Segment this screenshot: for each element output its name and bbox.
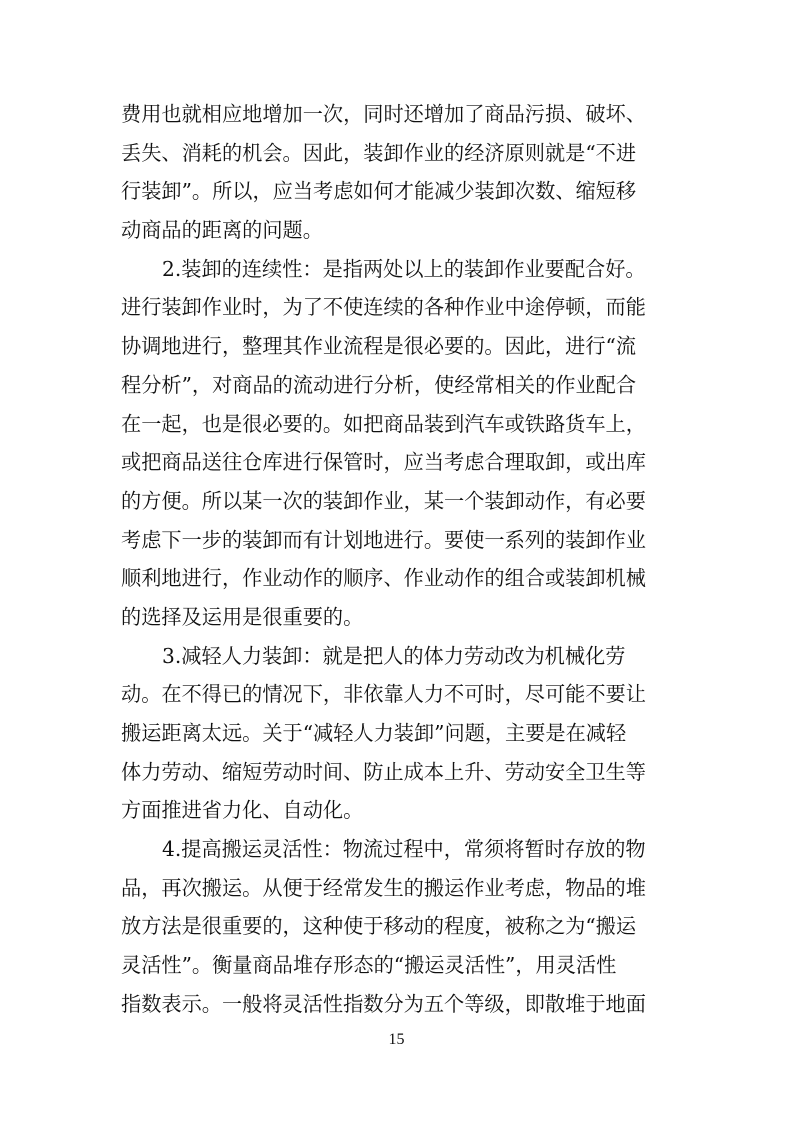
page-body bbox=[121, 95, 681, 1024]
text-line: 方面推进省力化、自动化。 bbox=[121, 798, 364, 823]
text-line: 搬运距离太远。关于“减轻人力装卸”问题，主要是在减轻 bbox=[121, 721, 627, 745]
section-heading-line: 4.提高搬运灵活性：物流过程中，常须将暂时存放的物 bbox=[162, 837, 646, 862]
text-line: 程分析”，对商品的流动进行分析，使经常相关的作业配合 bbox=[121, 372, 637, 397]
text-line: 动商品的距离的问题。 bbox=[121, 218, 323, 243]
text-line: 放方法是很重要的，这种使于移动的程度，被称之为“搬运 bbox=[121, 914, 637, 939]
text-line: 行装卸”。所以，应当考虑如何才能减少装卸次数、缩短移 bbox=[121, 179, 637, 204]
text-line: 进行装卸作业时，为了不使连续的各种作业中途停顿，而能 bbox=[121, 295, 646, 320]
text-line: 在一起，也是很必要的。如把商品装到汽车或铁路货车上， bbox=[121, 411, 646, 436]
text-line: 考虑下一步的装卸而有计划地进行。要使一系列的装卸作业 bbox=[121, 527, 646, 552]
text-line: 指数表示。一般将灵活性指数分为五个等级，即散堆于地面 bbox=[121, 991, 646, 1016]
text-line: 的选择及运用是很重要的。 bbox=[121, 604, 364, 629]
text-line: 协调地进行，整理其作业流程是很必要的。因此，进行“流 bbox=[121, 334, 637, 359]
section-heading-line: 2.装卸的连续性：是指两处以上的装卸作业要配合好。 bbox=[162, 256, 646, 281]
text-line: 或把商品送往仓库进行保管时，应当考虑合理取卸，或出库 bbox=[121, 450, 646, 475]
text-line: 品，再次搬运。从便于经常发生的搬运作业考虑，物品的堆 bbox=[121, 875, 646, 900]
text-line: 的方便。所以某一次的装卸作业，某一个装卸动作，有必要 bbox=[121, 488, 646, 513]
text-line: 顺利地进行，作业动作的顺序、作业动作的组合或装卸机械 bbox=[121, 566, 646, 591]
text-line: 费用也就相应地增加一次，同时还增加了商品污损、破坏、 bbox=[121, 102, 646, 126]
text-line: 动。在不得已的情况下，非依靠人力不可时，尽可能不要让 bbox=[121, 682, 646, 707]
section-heading-line: 3.减轻人力装卸：就是把人的体力劳动改为机械化劳 bbox=[162, 643, 626, 668]
text-line: 体力劳动、缩短劳动时间、防止成本上升、劳动安全卫生等 bbox=[121, 759, 646, 784]
page-number: 15 bbox=[388, 1031, 405, 1048]
text-line: 丢失、消耗的机会。因此，装卸作业的经济原则就是“不进 bbox=[121, 140, 637, 165]
text-line: 灵活性”。衡量商品堆存形态的“搬运灵活性”，用灵活性 bbox=[121, 953, 617, 978]
